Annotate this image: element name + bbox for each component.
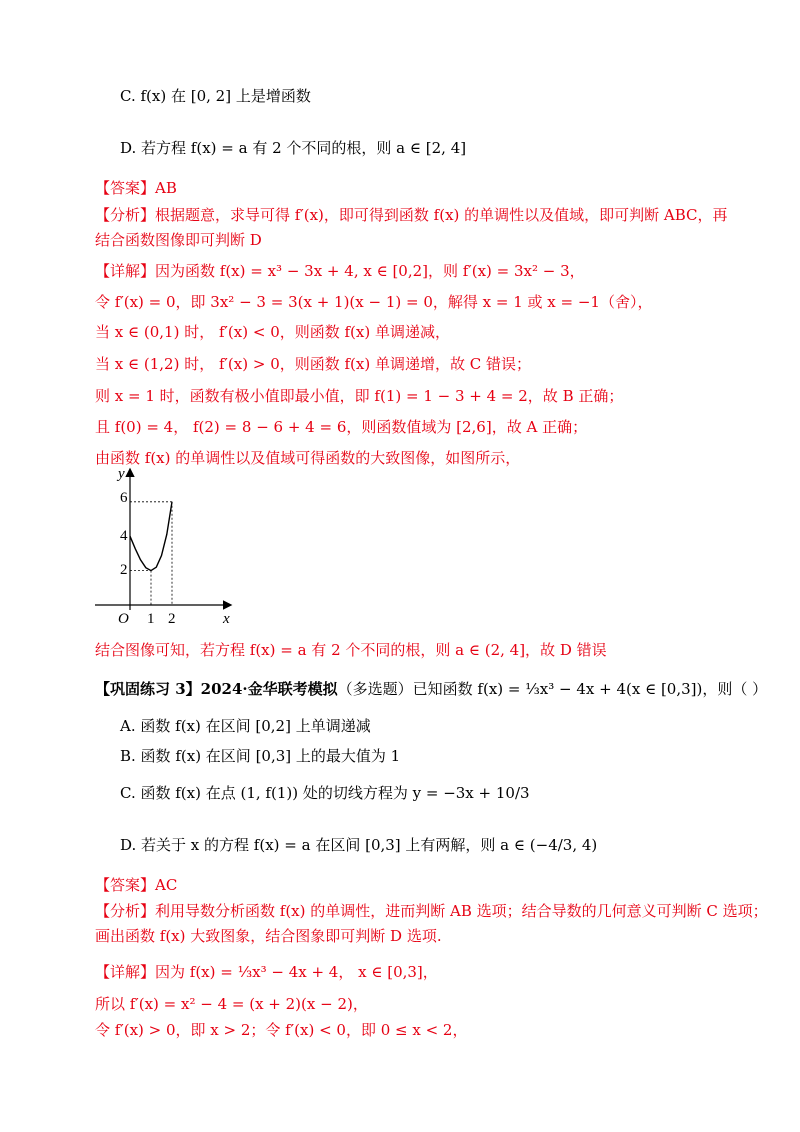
detail-1-line-3: 当 x ∈ (0,1) 时， f′(x) < 0，则函数 f(x) 单调递减， — [95, 323, 450, 341]
detail-1-line-2: 令 f′(x) = 0，即 3x² − 3 = 3(x + 1)(x − 1) = 0，解得 x = 1 或 x = −1（舍）， — [95, 293, 653, 311]
detail-1-line-4: 当 x ∈ (1,2) 时， f′(x) > 0，则函数 f(x) 单调递增，故 C 错误； — [95, 355, 531, 373]
x-tick-2: 2 — [168, 611, 176, 627]
y-tick-4: 4 — [120, 528, 128, 544]
option-d: D. 若方程 f(x) = a 有 2 个不同的根，则 a ∈ [2, 4] — [120, 139, 467, 157]
exercise-3-question: （多选题）已知函数 f(x) = ⅓x³ − 4x + 4(x ∈ [0,3])，则（ ） — [337, 680, 768, 698]
function-curve — [130, 502, 172, 571]
y-axis-label: y — [118, 466, 125, 482]
origin-label: O — [118, 611, 129, 627]
detail-2-line-3: 令 f′(x) > 0，即 x > 2；令 f′(x) < 0，即 0 ≤ x < 2， — [95, 1021, 468, 1039]
analysis-1-line-1: 【分析】根据题意，求导可得 f′(x)，即可得到函数 f(x) 的单调性以及值域，即可判断 ABC，再 — [95, 206, 728, 224]
function-graph — [90, 460, 260, 630]
detail-1-line-7: 由函数 f(x) 的单调性以及值域可得函数的大致图像，如图所示， — [95, 449, 521, 467]
x-tick-1: 1 — [147, 611, 155, 627]
analysis-1-line-2: 结合函数图像即可判断 D — [95, 231, 262, 249]
detail-1-line-6: 且 f(0) = 4， f(2) = 8 − 6 + 4 = 6，则函数值域为 [2,6]，故 A 正确； — [95, 418, 588, 436]
analysis-2-line-1: 【分析】利用导数分析函数 f(x) 的单调性，进而判断 AB 选项；结合导数的几何意义可判断 C 选项； — [95, 902, 768, 920]
y-tick-6: 6 — [120, 490, 128, 506]
option-b-2: B. 函数 f(x) 在区间 [0,3] 上的最大值为 1 — [120, 747, 401, 765]
detail-1-line-1: 【详解】因为函数 f(x) = x³ − 3x + 4, x ∈ [0,2]，则 f′(x) = 3x² − 3， — [95, 262, 585, 280]
option-c: C. f(x) 在 [0, 2] 上是增函数 — [120, 87, 311, 105]
exercise-3-header — [95, 679, 767, 699]
option-a-2: A. 函数 f(x) 在区间 [0,2] 上单调递减 — [120, 717, 371, 735]
option-c-2: C. 函数 f(x) 在点 (1, f(1)) 处的切线方程为 y = −3x + 10/3 — [120, 784, 530, 802]
detail-2-line-1: 【详解】因为 f(x) = ⅓x³ − 4x + 4， x ∈ [0,3]， — [95, 963, 438, 981]
answer-2: 【答案】AC — [95, 876, 178, 894]
answer-1: 【答案】AB — [95, 179, 177, 197]
y-tick-2: 2 — [120, 562, 128, 578]
conclusion-1: 结合图像可知，若方程 f(x) = a 有 2 个不同的根，则 a ∈ (2, 4]，故 D 错误 — [95, 641, 607, 659]
option-d-2: D. 若关于 x 的方程 f(x) = a 在区间 [0,3] 上有两解，则 a ∈ (−4/3, 4) — [120, 836, 598, 854]
x-axis-label: x — [223, 611, 230, 627]
detail-2-line-2: 所以 f′(x) = x² − 4 = (x + 2)(x − 2)， — [95, 995, 368, 1013]
detail-1-line-5: 则 x = 1 时，函数有极小值即最小值，即 f(1) = 1 − 3 + 4 = 2，故 B 正确； — [95, 387, 624, 405]
analysis-2-line-2: 画出函数 f(x) 大致图象，结合图象即可判断 D 选项. — [95, 927, 442, 945]
exercise-3-title: 【巩固练习 3】2024·金华联考模拟 — [95, 680, 338, 698]
